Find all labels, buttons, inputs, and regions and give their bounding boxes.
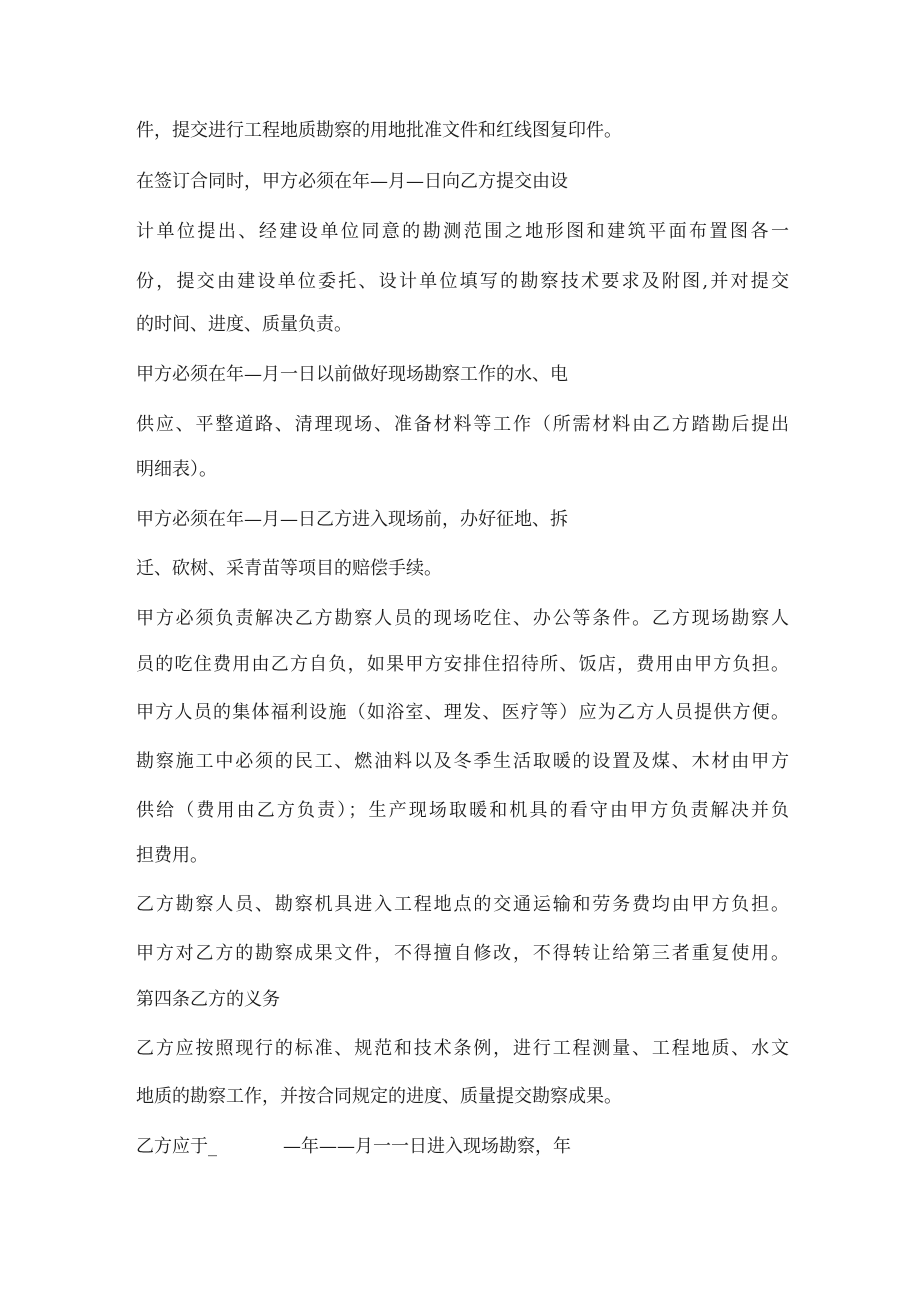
section-heading: 第四条乙方的义务 [136, 989, 280, 1010]
text-line: 供给（费用由乙方负责）；生产现场取暖和机具的看守由甲方负责解决并负 [136, 800, 789, 821]
text-line: 乙方应按照现行的标准、规范和技术条例，进行工程测量、工程地质、水文 [136, 1038, 789, 1059]
text-line: 员的吃住费用由乙方自负，如果甲方安排住招待所、饭店，费用由甲方负担。 [136, 654, 789, 675]
last-line-end: —年——月一一日进入现场勘察，年 [283, 1136, 571, 1157]
text-line: 甲方对乙方的勘察成果文件，不得擅自修改，不得转让给第三者重复使用。 [136, 943, 789, 964]
text-line: 迁、砍树、采青苗等项目的赔偿手续。 [136, 558, 442, 579]
text-line: 计单位提出、经建设单位同意的勘测范围之地形图和建筑平面布置图各一 [136, 221, 789, 242]
text-line-last [136, 1134, 571, 1160]
text-line: 甲方必须负责解决乙方勘察人员的现场吃住、办公等条件。乙方现场勘察人 [136, 608, 789, 629]
text-line: 份，提交由建设单位委托、设计单位填写的勘察技术要求及附图,并对提交 [136, 271, 789, 292]
text-line: 乙方勘察人员、勘察机具进入工程地点的交通运输和劳务费均由甲方负担。 [136, 894, 789, 915]
text-line: 担费用。 [136, 845, 208, 866]
text-line: 供应、平整道路、清理现场、准备材料等工作（所需材料由乙方踏勘后提出 [136, 414, 789, 435]
text-line: 明细表）。 [136, 459, 217, 480]
text-line: 勘察施工中必须的民工、燃油料以及冬季生活取暖的设置及煤、木材由甲方 [136, 751, 789, 772]
text-line: 在签订合同时，甲方必须在年—月—日向乙方提交由设 [136, 171, 568, 192]
text-line: 地质的勘察工作，并按合同规定的进度、质量提交勘察成果。 [136, 1086, 622, 1107]
text-line: 甲方必须在年—月一日以前做好现场勘察工作的水、电 [136, 364, 568, 385]
text-line: 甲方人员的集体福利设施（如浴室、理发、医疗等）应为乙方人员提供方便。 [136, 702, 789, 723]
text-line: 的时间、进度、质量负责。 [136, 314, 352, 335]
text-line: 件，提交进行工程地质勘察的用地批准文件和红线图复印件。 [136, 120, 622, 141]
text-line: 甲方必须在年—月—日乙方进入现场前，办好征地、拆 [136, 509, 568, 530]
last-line-start: 乙方应于_ [136, 1136, 217, 1157]
